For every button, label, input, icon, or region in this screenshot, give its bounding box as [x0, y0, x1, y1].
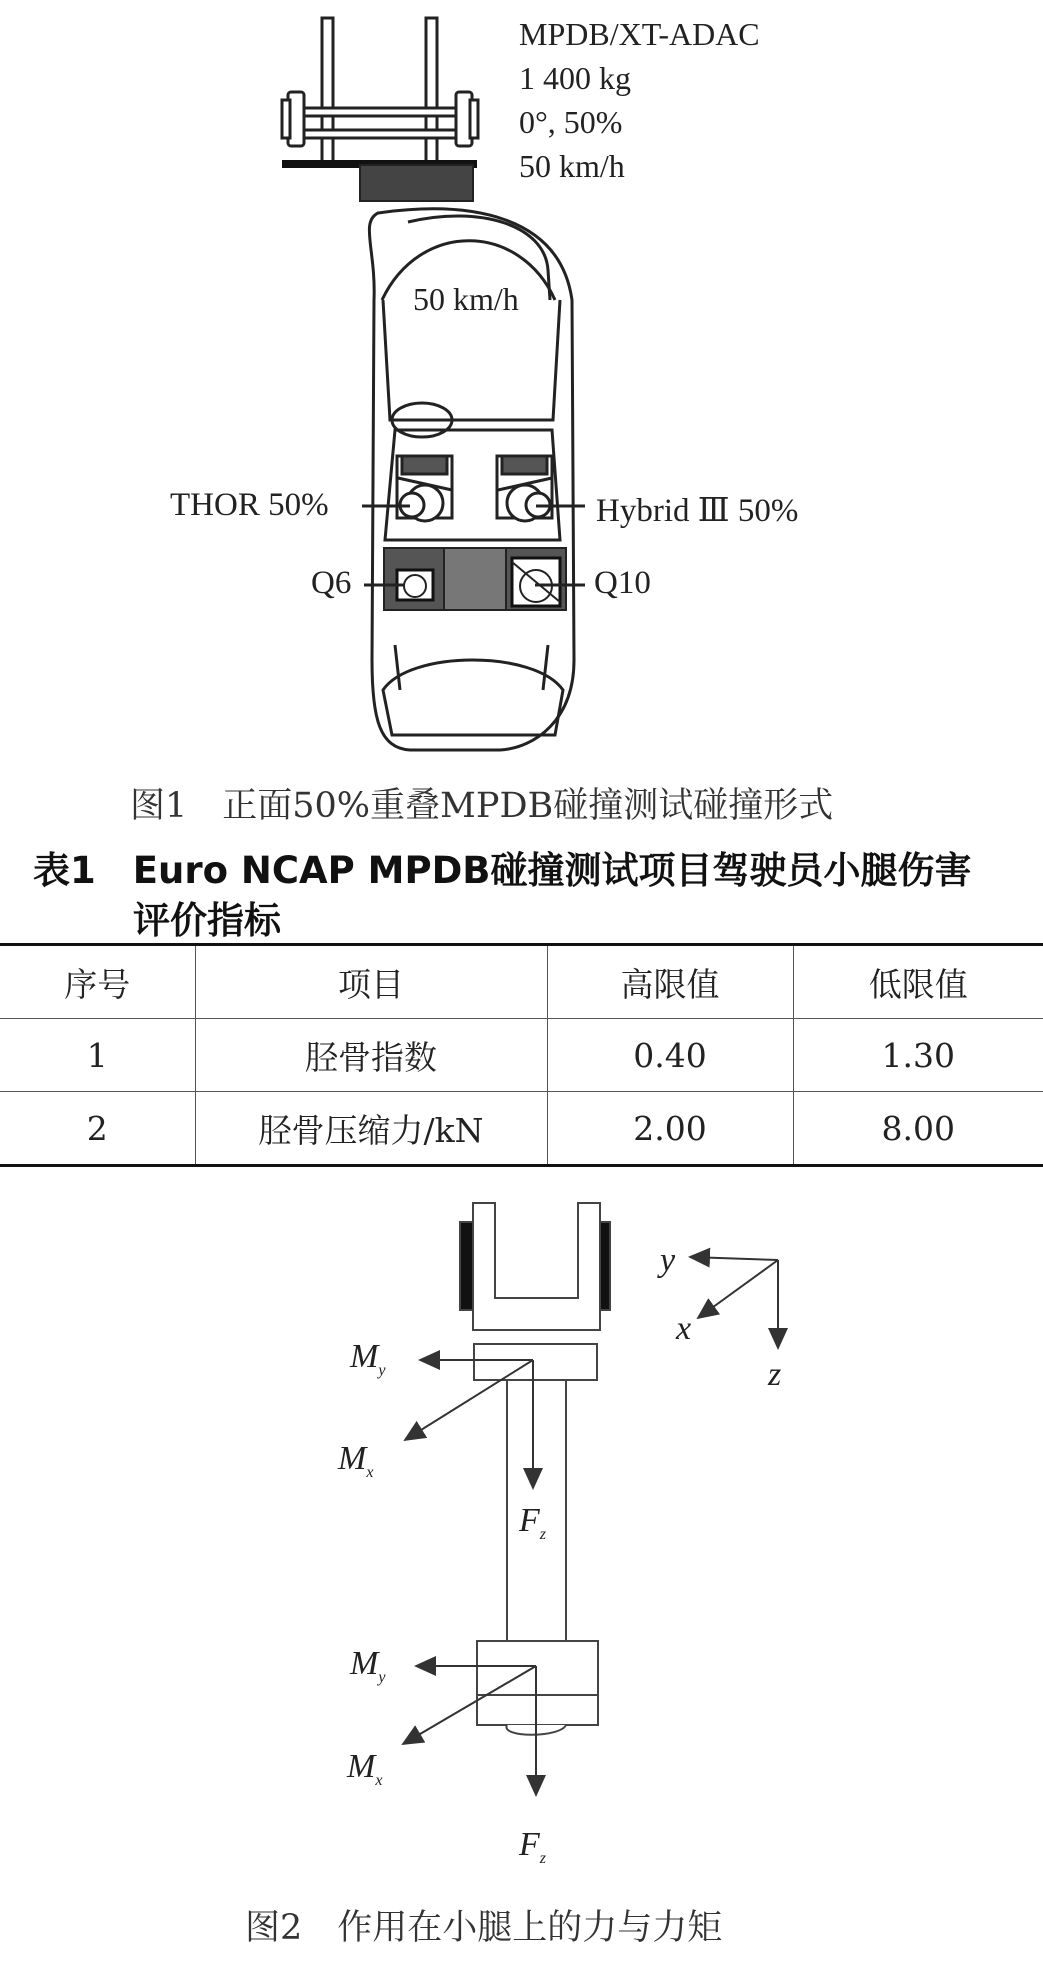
lower-mx-label: $M_x$ — [347, 1748, 383, 1789]
barrier-mass: 1 400 kg — [519, 60, 631, 96]
dummy-q10: Q10 — [594, 565, 651, 601]
table1 — [0, 943, 1043, 1167]
table-row — [0, 1019, 1043, 1092]
axis-z-label: z — [768, 1356, 782, 1393]
lower-load-cell — [477, 1641, 598, 1735]
barrier-trolley — [282, 18, 478, 163]
barrier-speed: 50 km/h — [519, 148, 625, 184]
knee-clevis — [460, 1203, 610, 1330]
lower-my-label: $M_y$ — [350, 1645, 386, 1686]
barrier-angle-overlap: 0°, 50% — [519, 104, 623, 140]
cell-index: 1 — [0, 1019, 195, 1092]
cell-low-limit: 8.00 — [793, 1092, 1043, 1166]
cell-index: 2 — [0, 1092, 195, 1166]
axis-y-label: y — [660, 1242, 676, 1279]
cell-item: 胫骨压缩力/kN — [195, 1092, 547, 1166]
figure1-caption: 图1 正面50%重叠MPDB碰撞测试碰撞形式 — [130, 786, 834, 826]
coordinate-axes — [690, 1257, 778, 1348]
table-row — [0, 1092, 1043, 1166]
barrier-type: MPDB/XT-ADAC — [519, 16, 760, 52]
table-header-row — [0, 945, 1043, 1019]
dummy-q6: Q6 — [311, 565, 352, 601]
table1-title-line2: 评价指标 — [133, 899, 281, 942]
upper-force-arrows — [405, 1360, 533, 1488]
axis-x-label: x — [676, 1310, 692, 1347]
header-high-limit: 高限值 — [547, 945, 793, 1019]
cell-high-limit: 0.40 — [547, 1019, 793, 1092]
upper-my-label: $M_y$ — [350, 1338, 386, 1379]
cell-low-limit: 1.30 — [793, 1019, 1043, 1092]
table1-title — [33, 846, 1023, 946]
cell-item: 胫骨指数 — [195, 1019, 547, 1092]
upper-mx-label: $M_x$ — [338, 1440, 374, 1481]
rear-seats — [384, 548, 566, 610]
cell-high-limit: 2.00 — [547, 1092, 793, 1166]
upper-fz-label: $F_z$ — [519, 1502, 547, 1543]
dummy-thor: THOR 50% — [170, 487, 329, 523]
barrier-info — [519, 12, 760, 188]
lower-force-arrows — [403, 1666, 536, 1795]
upper-load-cell — [474, 1344, 597, 1380]
header-item: 项目 — [195, 945, 547, 1019]
lower-fz-label: $F_z$ — [519, 1826, 547, 1867]
header-index: 序号 — [0, 945, 195, 1019]
deformable-barrier — [360, 165, 473, 201]
dummy-hybrid: Hybrid Ⅲ 50% — [596, 493, 799, 529]
header-low-limit: 低限值 — [793, 945, 1043, 1019]
figure2-caption: 图2 作用在小腿上的力与力矩 — [245, 1908, 723, 1948]
vehicle-speed: 50 km/h — [413, 281, 519, 317]
table1-title-line1: 表1 Euro NCAP MPDB碰撞测试项目驾驶员小腿伤害 — [33, 849, 972, 892]
